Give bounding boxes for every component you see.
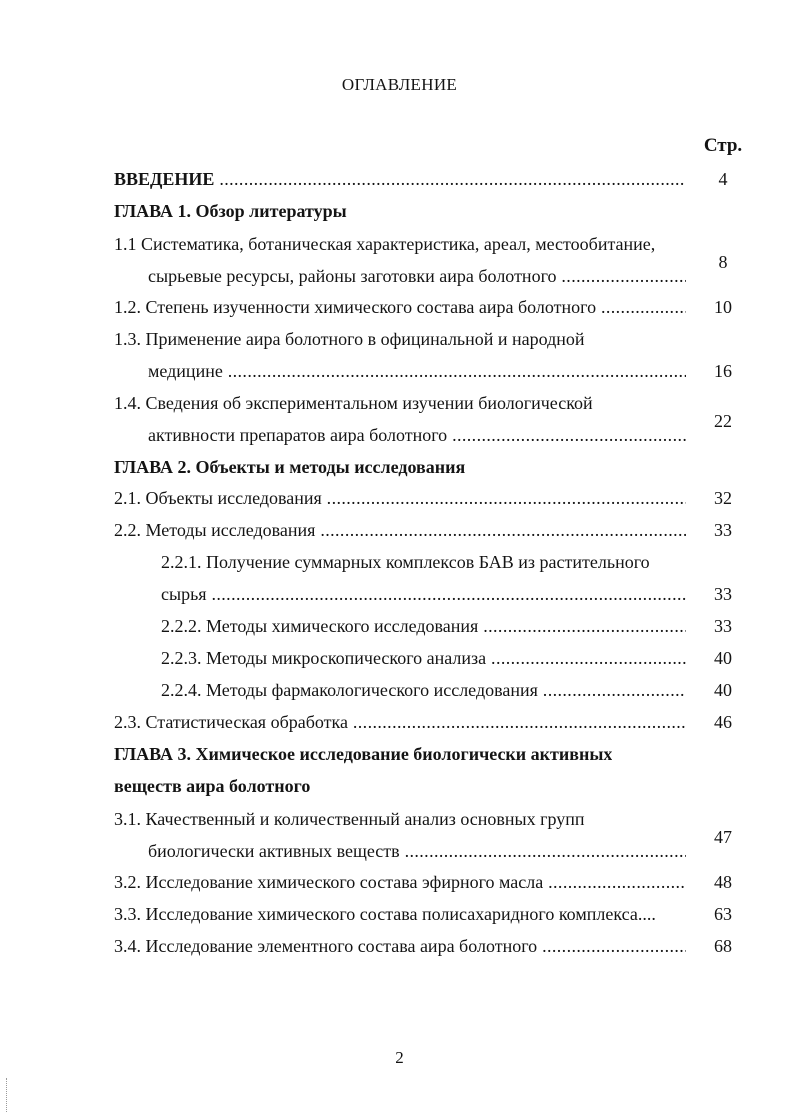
toc-entry-2-2-1-line1[interactable] <box>161 546 686 578</box>
toc-entry-2-2-1-line2[interactable] <box>161 578 686 610</box>
toc-page-number: 4 <box>718 169 728 189</box>
toc-entry-1-3-line2[interactable] <box>148 355 686 387</box>
toc-entry-2-2-2[interactable] <box>161 610 686 642</box>
toc-page-number: 40 <box>714 680 732 700</box>
toc-page-number: 33 <box>714 520 732 540</box>
toc-entry-1-4-line1[interactable] <box>114 387 686 419</box>
toc-entry-label: 2.2. Методы исследования ..... <box>114 514 686 546</box>
toc-page-number: 10 <box>714 297 732 317</box>
toc-entry-1-1-line1[interactable] <box>114 228 694 260</box>
toc-entry-label: 1.3. Применение аира болотного в официнальной и народной <box>114 329 585 349</box>
toc-entry-label: 2.2.4. Методы фармакологического исследования ..... <box>161 674 686 706</box>
chapter-2-heading[interactable] <box>114 451 686 483</box>
toc-page-number: 40 <box>714 648 732 668</box>
page-number-footer: 2 <box>395 1048 404 1067</box>
chapter-heading-text: ГЛАВА 1. Обзор литературы <box>114 201 347 221</box>
toc-entry-label: 3.2. Исследование химического состава эфирного масла ..... <box>114 866 686 898</box>
toc-entry-1-4-line2[interactable] <box>148 419 686 451</box>
toc-entry-1-3-line1[interactable] <box>114 323 686 355</box>
toc-entry-2-2[interactable] <box>114 514 686 546</box>
toc-page-number: 33 <box>714 616 732 636</box>
toc-page-number: 16 <box>714 361 732 381</box>
toc-entry-label: 1.2. Степень изученности химического состава аира болотного ..... <box>114 291 686 323</box>
toc-page-number: 32 <box>714 488 732 508</box>
toc-entry-2-1[interactable] <box>114 482 686 514</box>
toc-entry-2-2-3[interactable] <box>161 642 686 674</box>
chapter-heading-text: ГЛАВА 2. Объекты и методы исследования <box>114 457 466 477</box>
toc-page-number: 46 <box>714 712 732 732</box>
toc-entry-3-1-line1[interactable] <box>114 803 686 835</box>
toc-page-number: 63 <box>714 904 732 924</box>
toc-entry-label: активности препаратов аира болотного ..... <box>148 419 686 451</box>
toc-title: ОГЛАВЛЕНИЕ <box>341 75 458 94</box>
toc-entry-3-2[interactable] <box>114 866 686 898</box>
toc-entry-3-1-line2[interactable] <box>148 835 686 867</box>
toc-page-number: 33 <box>714 584 732 604</box>
toc-entry-label: 2.2.3. Методы микроскопического анализа ..... <box>161 642 686 674</box>
toc-page-number: 68 <box>714 936 732 956</box>
toc-entry-3-3[interactable] <box>114 898 694 930</box>
toc-entry-1-2[interactable] <box>114 291 686 323</box>
toc-entry-label: 3.3. Исследование химического состава полисахаридного комплекса.... <box>114 904 656 924</box>
page-column-header: Стр. <box>703 135 743 156</box>
chapter-1-heading[interactable] <box>114 195 686 227</box>
toc-entry-label: сырья ..... <box>161 578 686 610</box>
toc-entry-label: медицине ..... <box>148 355 686 387</box>
toc-entry-label: 2.3. Статистическая обработка ..... <box>114 706 686 738</box>
toc-entry-2-2-4[interactable] <box>161 674 686 706</box>
chapter-3-heading-line1[interactable] <box>114 738 694 770</box>
toc-entry-label: 1.1 Систематика, ботаническая характеристика, ареал, местообитание, <box>114 234 656 254</box>
toc-entry-label: 1.4. Сведения об экспериментальном изучении биологической <box>114 393 593 413</box>
toc-entry-label: 3.4. Исследование элементного состава аира болотного ..... <box>114 930 686 962</box>
toc-entry-label: сырьевые ресурсы, районы заготовки аира болотного ..... <box>148 260 686 292</box>
chapter-heading-text: веществ аира болотного <box>114 776 311 796</box>
toc-entry-1-1-line2[interactable] <box>148 260 686 292</box>
toc-entry-introduction[interactable] <box>114 163 686 195</box>
toc-page-number: 48 <box>714 872 732 892</box>
toc-entry-2-3[interactable] <box>114 706 686 738</box>
toc-entry-label: 2.1. Объекты исследования ..... <box>114 482 686 514</box>
chapter-heading-text: ГЛАВА 3. Химическое исследование биологически активных <box>114 744 613 764</box>
toc-entry-label: 2.2.1. Получение суммарных комплексов БАВ из растительного <box>161 552 650 572</box>
scan-edge-mark <box>6 1078 8 1112</box>
chapter-3-heading-line2[interactable] <box>114 770 686 802</box>
toc-entry-label: 3.1. Качественный и количественный анализ основных групп <box>114 809 585 829</box>
toc-entry-label: ВВЕДЕНИЕ ..... <box>114 163 686 195</box>
toc-page-number: 47 <box>714 827 732 847</box>
toc-page-number: 8 <box>718 252 728 272</box>
toc-entry-label: биологически активных веществ ..... <box>148 835 686 867</box>
toc-page-number: 22 <box>714 411 732 431</box>
toc-entry-label: 2.2.2. Методы химического исследования ..... <box>161 610 686 642</box>
toc-entry-3-4[interactable] <box>114 930 686 962</box>
